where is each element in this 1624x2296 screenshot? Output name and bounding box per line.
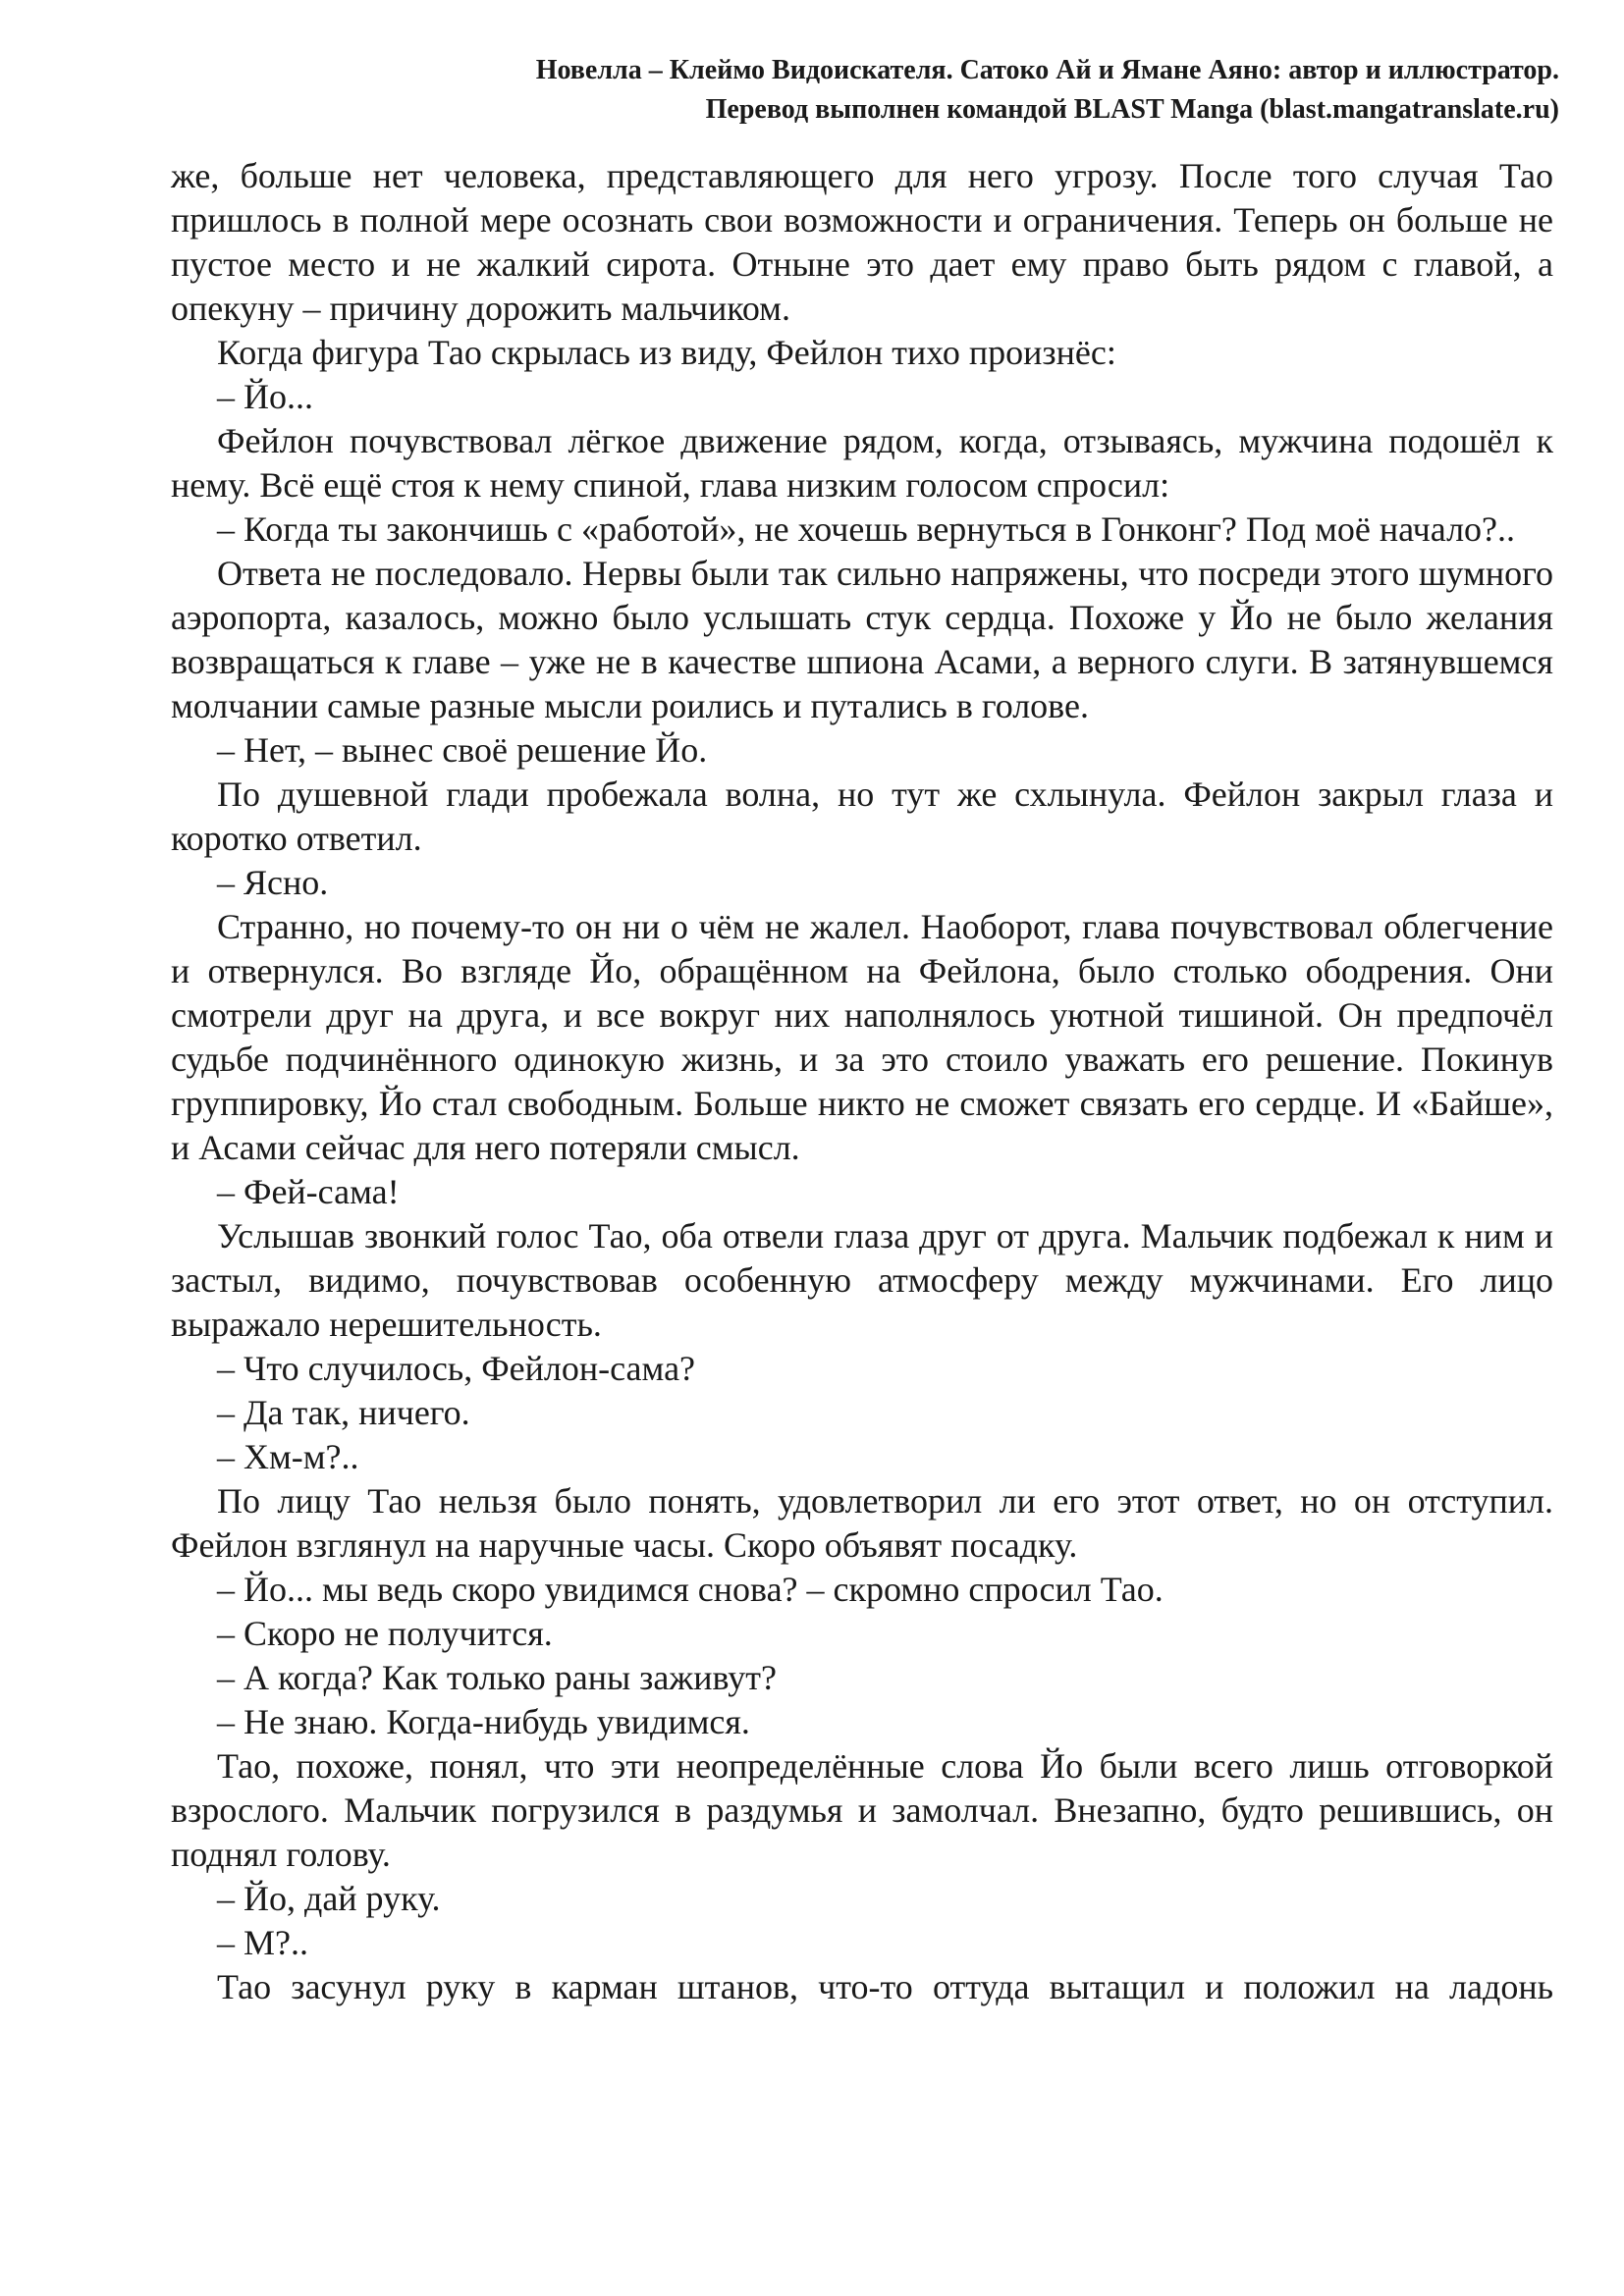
paragraph: Услышав звонкий голос Тао, оба отвели глаза друг от друга. Мальчик подбежал к ним и застыл, видимо, почувствовав особенную атмосферу между мужчинами. Его лицо выражало нерешительность.	[171, 1216, 1553, 1344]
paragraph: По лицу Тао нельзя было понять, удовлетворил ли его этот ответ, но он отступил. Фейлон взглянул на наручные часы. Скоро объявят посадку.	[171, 1481, 1553, 1565]
paragraph: Ответа не последовало. Нервы были так сильно напряжены, что посреди этого шумного аэропорта, казалось, можно было услышать стук сердца. Похоже у Йо не было желания возвращаться к главе – уже не в качестве шпиона Асами, а верного слуги. В затянувшемся молчании самые разные мысли роились и путались в голове.	[171, 554, 1553, 725]
dialogue-line: – Йо, дай руку.	[217, 1879, 441, 1918]
paragraph: По душевной глади пробежала волна, но тут же схлынула. Фейлон закрыл глаза и коротко ответил.	[171, 774, 1553, 858]
dialogue-line: – Скоро не получится.	[217, 1614, 553, 1653]
paragraph: Тао засунул руку в карман штанов, что-то оттуда вытащил и положил на ладонь	[217, 1967, 1553, 2006]
dialogue-line: – Когда ты закончишь с «работой», не хочешь вернуться в Гонконг? Под моё начало?..	[217, 509, 1516, 549]
dialogue-line: – Йо...	[217, 377, 313, 416]
dialogue-line: – Да так, ничего.	[217, 1393, 470, 1432]
dialogue-line: – М?..	[217, 1923, 308, 1962]
paragraph: Когда фигура Тао скрылась из виду, Фейлон тихо произнёс:	[217, 333, 1116, 372]
dialogue-line: – Хм-м?..	[217, 1437, 359, 1476]
dialogue-line: – Йо... мы ведь скоро увидимся снова? – скромно спросил Тао.	[217, 1570, 1164, 1609]
paragraph: Странно, но почему-то он ни о чём не жалел. Наоборот, глава почувствовал облегчение и отвернулся. Во взгляде Йо, обращённом на Фейлона, было столько ободрения. Они смотрели друг на друга, и все вокруг них наполнялось уютной тишиной. Он предпочёл судьбе подчинённого одинокую жизнь, и за это стоило уважать его решение. Покинув группировку, Йо стал свободным. Больше никто не сможет связать его сердце. И «Байше», и Асами сейчас для него потеряли смысл.	[171, 907, 1553, 1167]
header-title-line: Новелла – Клеймо Видоискателя. Сатоко Ай и Ямане Аяно: автор и иллюстратор.	[535, 55, 1559, 85]
paragraph: Фейлон почувствовал лёгкое движение рядом, когда, отзываясь, мужчина подошёл к нему. Всё ещё стоя к нему спиной, глава низким голосом спросил:	[171, 421, 1553, 505]
dialogue-line: – А когда? Как только раны заживут?	[217, 1658, 777, 1697]
header-credit-line: Перевод выполнен командой BLAST Manga (blast.mangatranslate.ru)	[705, 94, 1559, 125]
dialogue-line: – Что случилось, Фейлон-сама?	[217, 1349, 696, 1388]
dialogue-line: – Нет, – вынес своё решение Йо.	[217, 730, 708, 770]
dialogue-line: – Фей-сама!	[217, 1172, 400, 1211]
dialogue-line: – Ясно.	[217, 863, 329, 902]
document-body	[171, 154, 1553, 2009]
paragraph: Тао, похоже, понял, что эти неопределённые слова Йо были всего лишь отговоркой взрослого. Мальчик погрузился в раздумья и замолчал. Внезапно, будто решившись, он поднял голову.	[171, 1746, 1553, 1874]
dialogue-line: – Не знаю. Когда-нибудь увидимся.	[217, 1702, 750, 1741]
paragraph: же, больше нет человека, представляющего для него угрозу. После того случая Тао пришлось в полной мере осознать свои возможности и ограничения. Теперь он больше не пустое место и не жалкий сирота. Отныне это дает ему право быть рядом с главой, а опекуну – причину дорожить мальчиком.	[171, 156, 1553, 328]
page-header	[86, 51, 1559, 130]
